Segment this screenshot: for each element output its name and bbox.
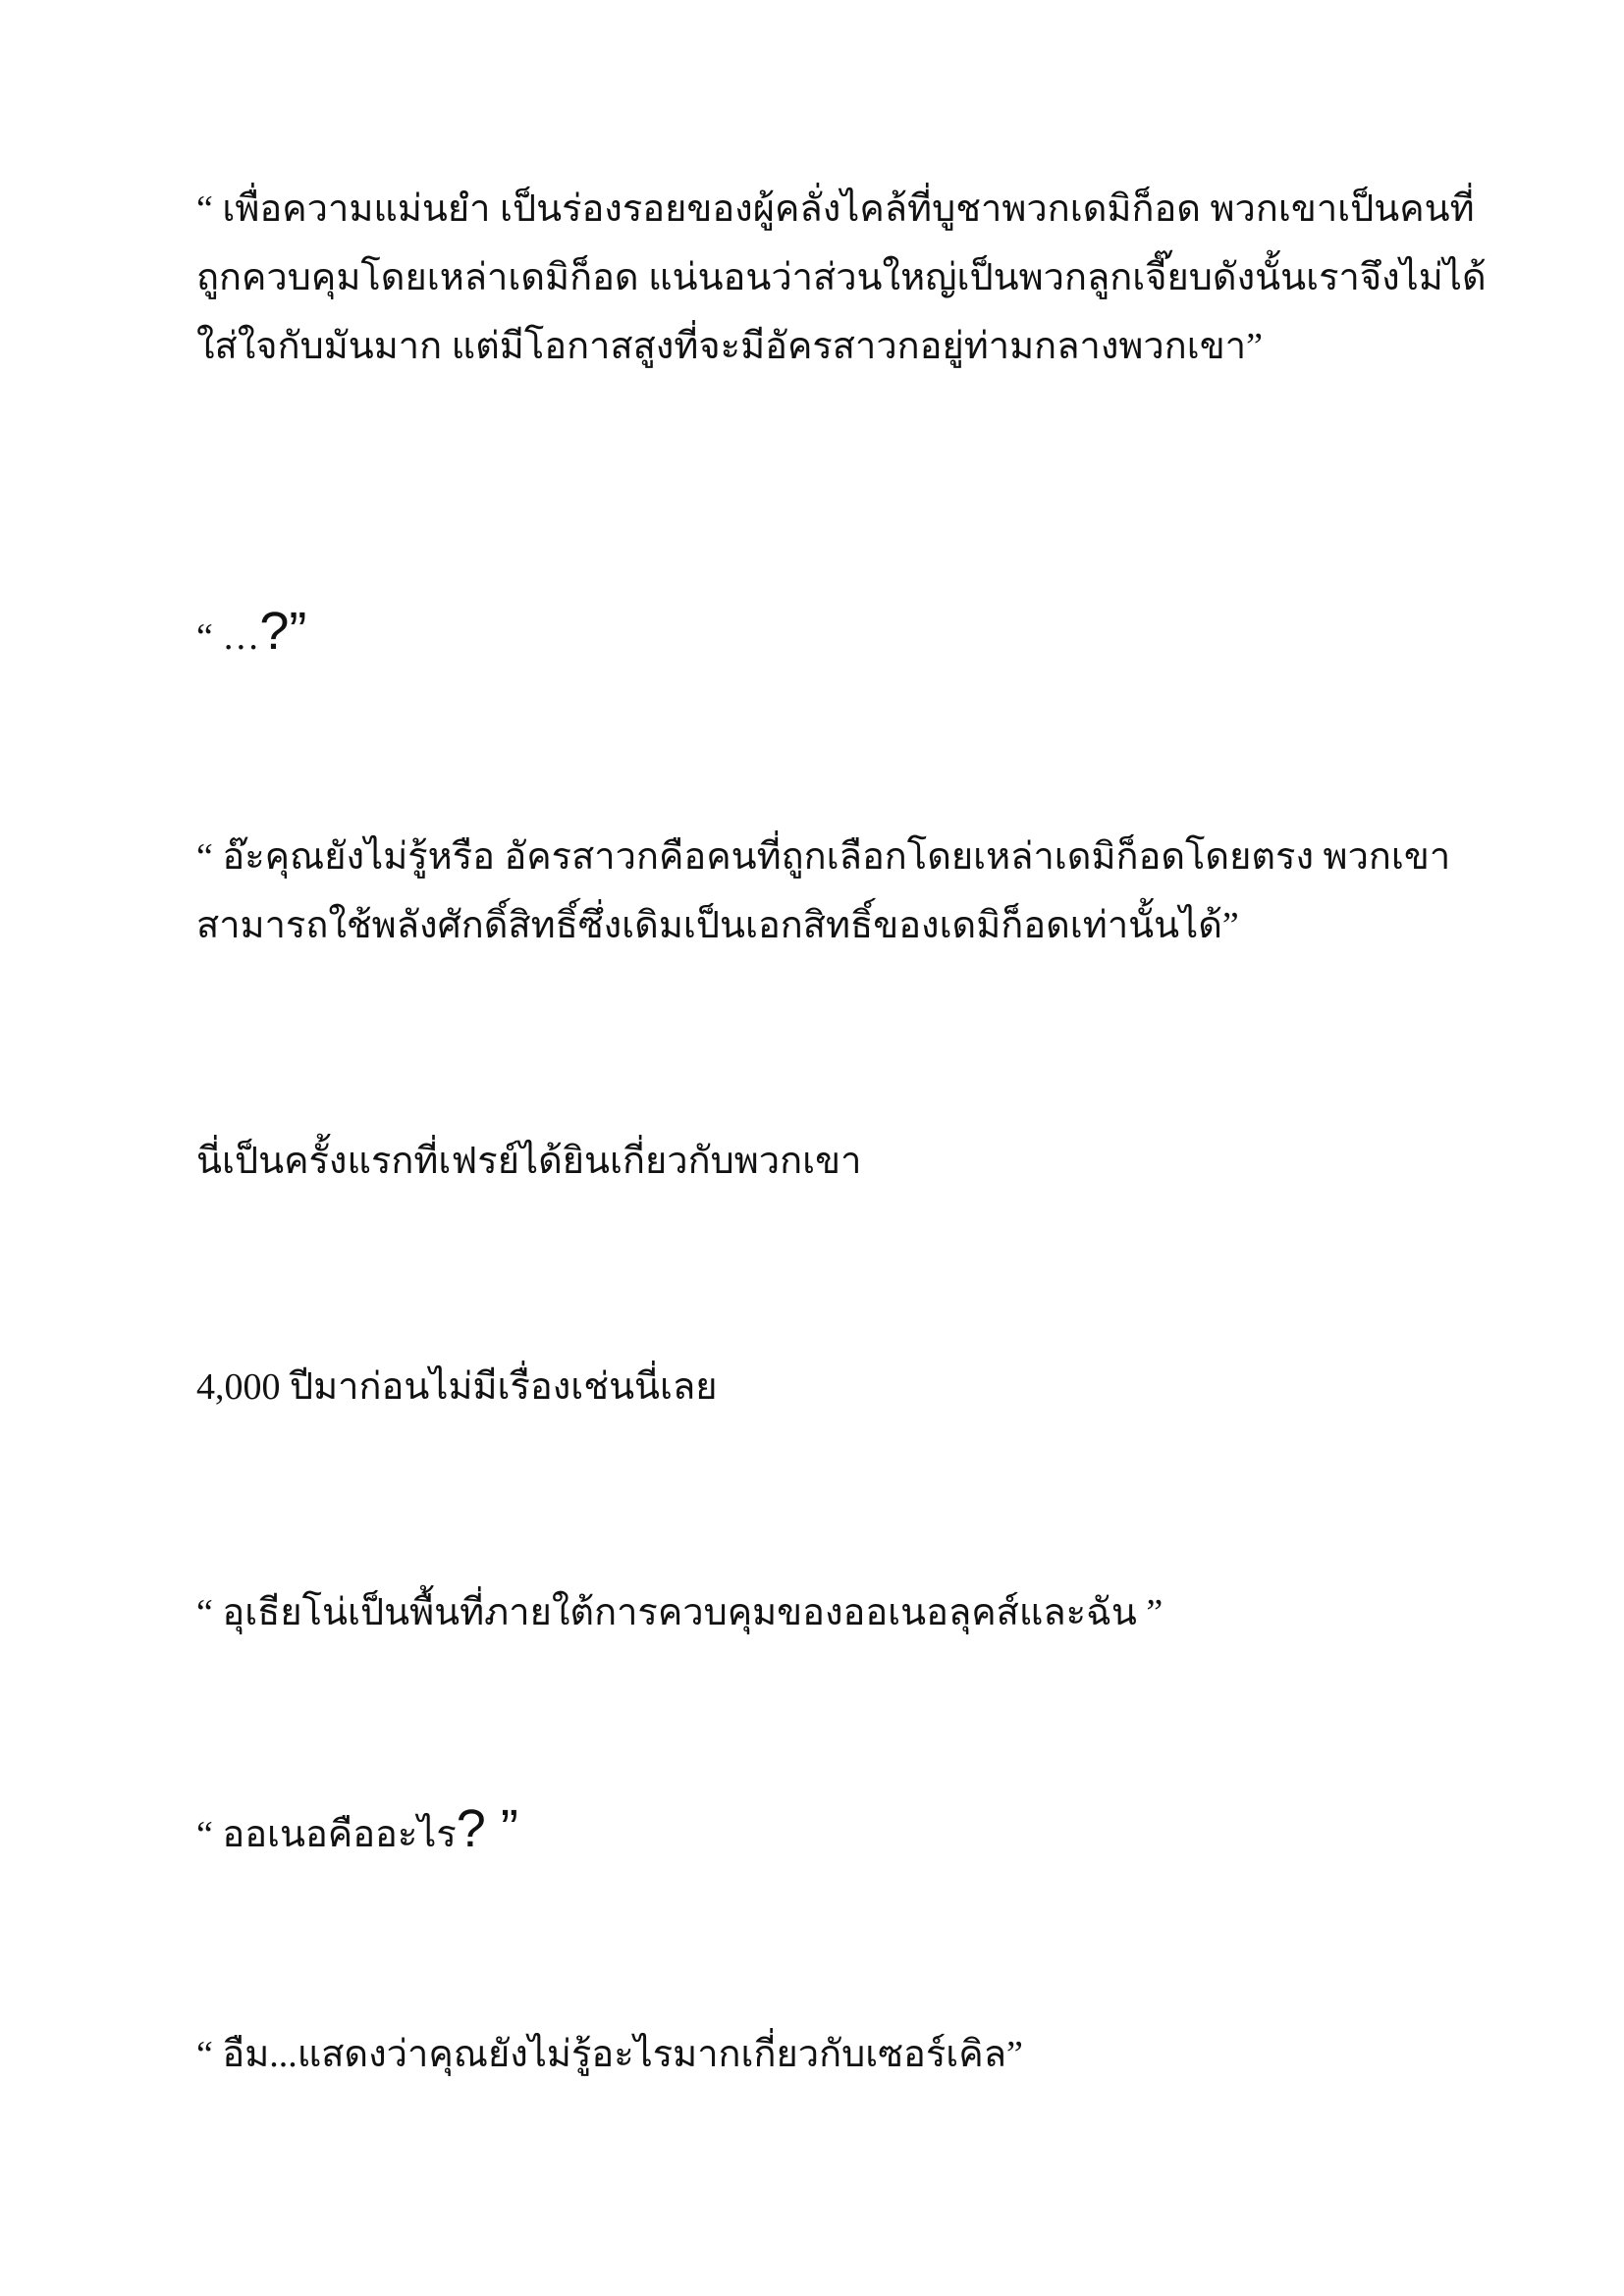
text-line: “ อุเธียโน่เป็นพื้นที่ภายใต้การควบคุมของออเนอลุคส์และฉัน ” [196,1592,1164,1633]
dialogue-prefix: “ ออเนอคืออะไร [196,1814,457,1855]
text-line [196,597,1434,671]
text-line: สามารถใช้พลังศักดิ์สิทธิ์ซึ่งเดิมเป็นเอกสิทธิ์ของเดมิก็อดเท่านั้นได้” [196,905,1239,946]
text-line: “ เพื่อความแม่นยำ เป็นร่องรอยของผู้คลั่งไคล้ที่บูชาพวกเดมิก็อด พวกเขาเป็นคนที่ [196,188,1475,230]
emphasis-question-mark: ? ” [456,1799,518,1858]
paragraph-first-time [196,1127,1434,1196]
paragraph-4000-years [196,1353,1434,1421]
text-line: ถูกควบคุมโดยเหล่าเดมิก็อด แน่นอนว่าส่วนใหญ่เป็นพวกลูกเจี๊ยบดังนั้นเราจึงไม่ได้ [196,257,1487,298]
text-line: “ อ๊ะคุณยังไม่รู้หรือ อัครสาวกคือคนที่ถูกเลือกโดยเหล่าเดมิก็อดโดยตรง พวกเขา [196,836,1451,878]
paragraph-circle [196,2020,1434,2089]
dialogue-prefix: “ … [196,616,260,658]
text-line: นี่เป็นครั้งแรกที่เฟรย์ได้ยินเกี่ยวกับพวกเขา [196,1141,862,1182]
paragraph-demigod-followers [196,175,1487,381]
paragraph-utheano [196,1578,1434,1647]
text-line: ใส่ใจกับมันมาก แต่มีโอกาสสูงที่จะมีอัครสาวกอยู่ท่ามกลางพวกเขา” [196,326,1263,367]
paragraph-apostles [196,823,1451,960]
paragraph-question-dots [196,597,1434,671]
emphasis-question-mark: ?” [259,602,307,661]
text-line [196,1794,1434,1869]
text-line: “ อืม...แสดงว่าคุณยังไม่รู้อะไรมากเกี่ยวกับเซอร์เคิล” [196,2034,1023,2075]
paragraph-what-is-honor [196,1794,1434,1869]
text-line: 4,000 ปีมาก่อนไม่มีเรื่องเช่นนี่เลย [196,1366,718,1408]
